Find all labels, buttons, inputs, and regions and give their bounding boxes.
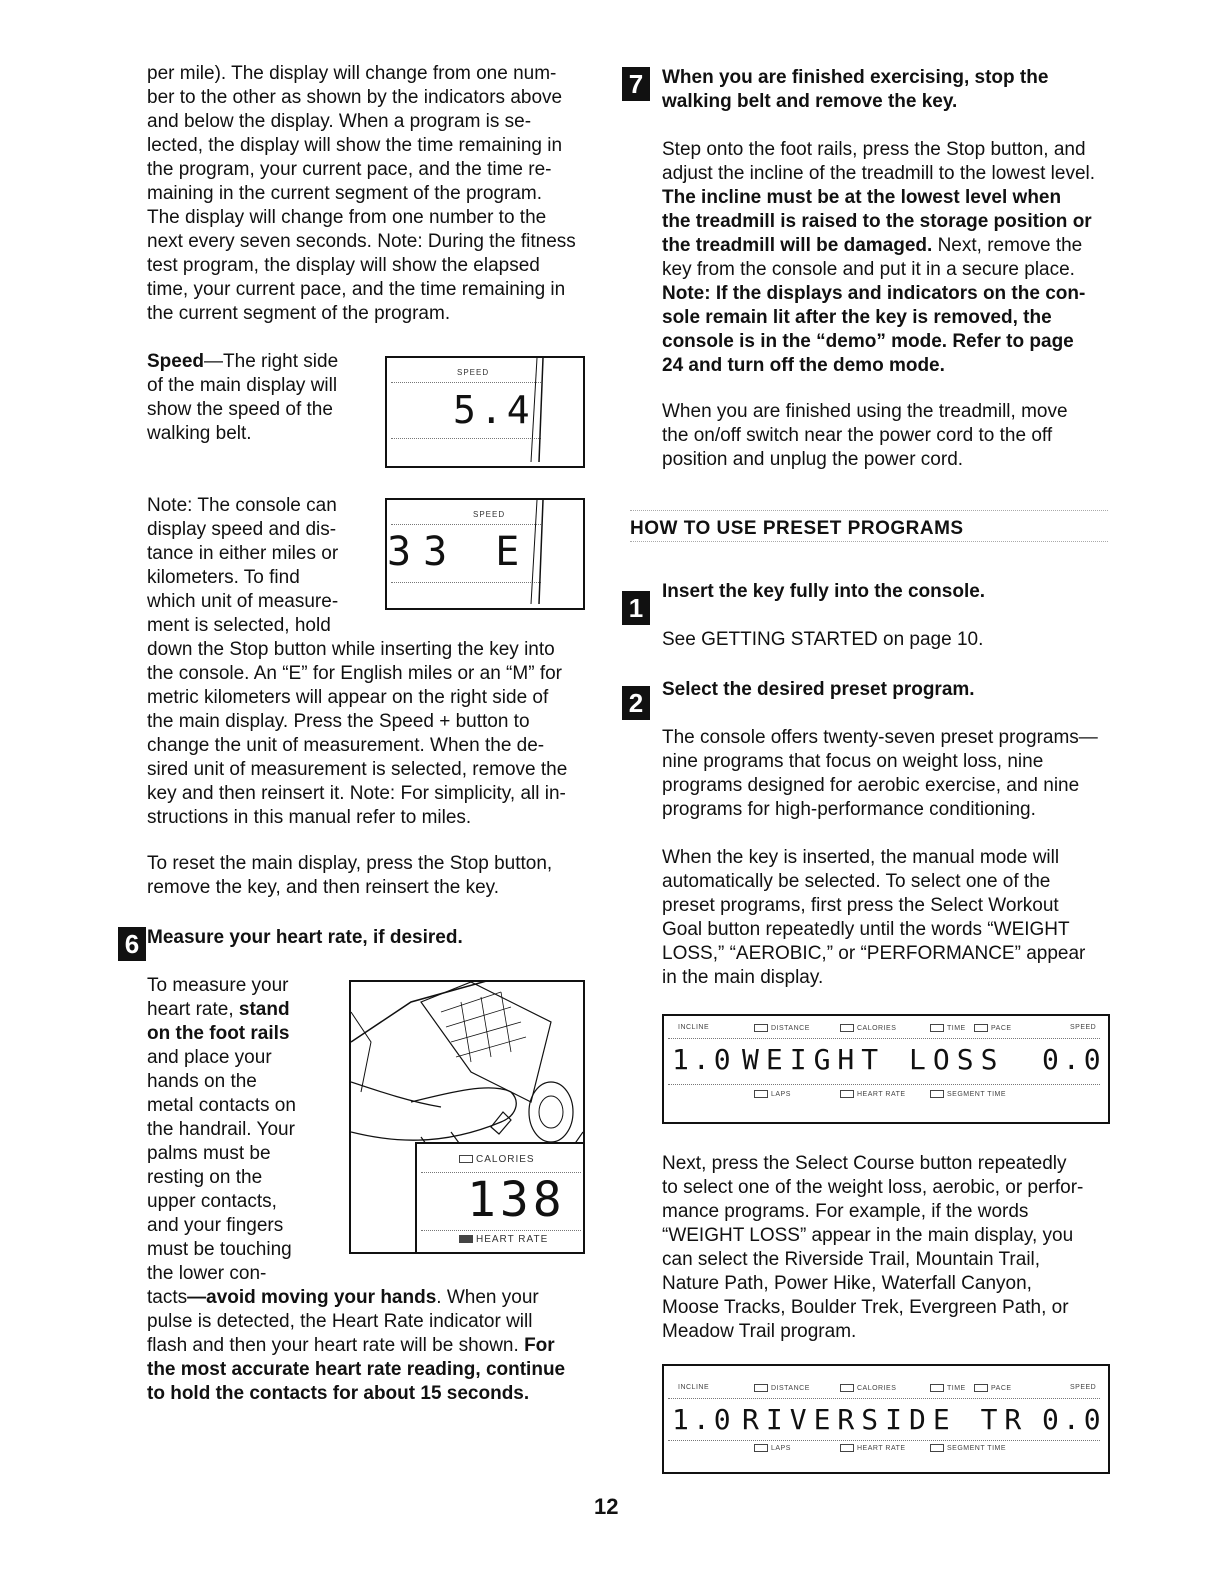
text-line: down the Stop button while inserting the key into <box>147 639 555 660</box>
text-line: When the key is inserted, the manual mode will <box>662 847 1060 868</box>
indicator-icon <box>459 1155 473 1163</box>
step-7-badge: 7 <box>622 67 650 101</box>
page-number: 12 <box>594 1494 619 1519</box>
text-line: metric kilometers will appear on the right side of <box>147 687 549 708</box>
text-line: mance programs. For example, if the words <box>662 1201 1029 1222</box>
calories-label: CALORIES <box>857 1024 897 1032</box>
text-line: palms must be <box>147 1143 271 1164</box>
heart-rate-label: HEART RATE <box>857 1090 906 1098</box>
bezel-lines <box>527 358 581 462</box>
text-line: flash and then your heart rate will be shown. <box>147 1335 525 1356</box>
bold-text: For <box>524 1335 555 1356</box>
calories-label: CALORIES <box>857 1384 897 1392</box>
text-line: test program, the display will show the elapsed <box>147 255 540 276</box>
time-label: TIME <box>947 1024 966 1032</box>
text-line: tacts <box>147 1287 188 1308</box>
text-line: next every seven seconds. Note: During the fitness <box>147 231 576 252</box>
bold-text: the treadmill will be damaged. <box>662 235 933 256</box>
text-line: The display will change from one number to the <box>147 207 547 228</box>
step-1-badge: 1 <box>622 591 650 625</box>
bold-text: the treadmill is raised to the storage position or <box>662 211 1092 232</box>
laps-label: LAPS <box>771 1090 791 1098</box>
top-indicators <box>678 1384 1096 1396</box>
text-line: automatically be selected. To select one of the <box>662 871 1051 892</box>
incline-value: 1.0 <box>672 1043 735 1076</box>
bold-text: Note: If the displays and indicators on the con- <box>662 283 1086 304</box>
step-6-title: Measure your heart rate, if desired. <box>147 927 463 948</box>
text-line: the lower con- <box>147 1263 267 1284</box>
text-line: Next, remove the <box>932 235 1083 256</box>
text-line: Step onto the foot rails, press the Stop button, and <box>662 139 1086 160</box>
text-line: key from the console and put it in a secure place. <box>662 259 1075 280</box>
unit-value: 33 E <box>387 529 532 575</box>
intro-paragraph <box>147 62 576 326</box>
step-7-paragraph <box>662 138 1112 378</box>
incline-label: INCLINE <box>678 1384 710 1391</box>
text-line: time, your current pace, and the time remaining in <box>147 279 566 300</box>
bold-text: the most accurate heart rate reading, continue <box>147 1359 566 1380</box>
segment-time-label: SEGMENT TIME <box>947 1444 1007 1452</box>
heart-rate-value: 138 <box>467 1172 566 1228</box>
text-line: sired unit of measurement is selected, remove the <box>147 759 568 780</box>
bottom-indicators <box>754 1444 1054 1456</box>
speed-value: 0.0 <box>1042 1403 1105 1436</box>
text-line: ber to the other as shown by the indicators above <box>147 87 563 108</box>
pace-label: PACE <box>991 1384 1012 1392</box>
text-line: position and unplug the power cord. <box>662 449 964 470</box>
heart-rate-paragraph <box>147 974 307 1286</box>
speed-value: 5.4 <box>453 388 534 432</box>
bold-text: console is in the “demo” mode. Refer to page <box>662 331 1074 352</box>
bezel-lines <box>527 500 581 604</box>
text-line: the program, your current pace, and the time re- <box>147 159 552 180</box>
text-line: the console. An “E” for English miles or an “M” for <box>147 663 562 684</box>
text-line: Moose Tracks, Boulder Trek, Evergreen Path, or <box>662 1297 1069 1318</box>
laps-label: LAPS <box>771 1444 791 1452</box>
speed-term: Speed <box>147 351 205 372</box>
text-line: —The right side <box>204 351 339 372</box>
segment-time-label: SEGMENT TIME <box>947 1090 1007 1098</box>
text-line: must be touching <box>147 1239 292 1260</box>
text-line: of the main display will <box>147 375 338 396</box>
text-line: the current segment of the program. <box>147 303 451 324</box>
text-line: in the main display. <box>662 967 824 988</box>
text-line: resting on the <box>147 1167 263 1188</box>
text-line: preset programs, first press the Select Workout <box>662 895 1059 916</box>
bold-text: sole remain lit after the key is removed, the <box>662 307 1052 328</box>
section-heading: HOW TO USE PRESET PROGRAMS <box>630 518 964 539</box>
speed-label: SPEED <box>1070 1024 1097 1031</box>
bold-text: to hold the contacts for about 15 seconds. <box>147 1383 530 1404</box>
text-line: Note: The console can <box>147 495 337 516</box>
text-line: The console offers twenty-seven preset programs— <box>662 727 1098 748</box>
heart-rate-illustration <box>349 980 585 1254</box>
bold-text: on the foot rails <box>147 1023 290 1044</box>
text-line: key and then reinsert it. Note: For simplicity, all in- <box>147 783 566 804</box>
text-line: To measure your <box>147 975 289 996</box>
heart-rate-indicator: HEART RATE <box>459 1234 548 1245</box>
bottom-indicators <box>754 1090 1054 1102</box>
text-line: and below the display. When a program is se- <box>147 111 532 132</box>
bold-text: —avoid moving your hands <box>187 1287 437 1308</box>
step-2-paragraph <box>662 726 1112 822</box>
speed-label: SPEED <box>473 510 506 519</box>
text-line: heart rate, <box>147 999 239 1020</box>
speed-label: SPEED <box>1070 1384 1097 1391</box>
step-1-text: See GETTING STARTED on page 10. <box>662 629 984 650</box>
step-6-badge: 6 <box>118 927 146 961</box>
speed-paragraph <box>147 350 367 446</box>
text-line: show the speed of the <box>147 399 333 420</box>
text-line: ment is selected, hold <box>147 615 331 636</box>
text-line: and place your <box>147 1047 272 1068</box>
text-line: . When your <box>436 1287 539 1308</box>
program-name: RIVERSIDE TR <box>742 1403 1029 1436</box>
text-line: Meadow Trail program. <box>662 1321 857 1342</box>
time-label: TIME <box>947 1384 966 1392</box>
text-line: tance in either miles or <box>147 543 339 564</box>
pace-label: PACE <box>991 1024 1012 1032</box>
text-line: maining in the current segment of the program. <box>147 183 542 204</box>
text-line: Next, press the Select Course button repeatedly <box>662 1153 1067 1174</box>
bold-text: 24 and turn off the demo mode. <box>662 355 945 376</box>
text-line: the main display. Press the Speed + button to <box>147 711 530 732</box>
step-7-title: When you are finished exercising, stop the walking belt and remove the key. <box>662 67 1049 112</box>
speed-display <box>385 356 585 468</box>
speed-value: 0.0 <box>1042 1043 1105 1076</box>
text-line: To reset the main display, press the Stop button, <box>147 853 553 874</box>
distance-label: DISTANCE <box>771 1384 810 1392</box>
bold-text: stand <box>238 999 290 1020</box>
text-line: nine programs that focus on weight loss, nine <box>662 751 1044 772</box>
select-goal-paragraph <box>662 846 1112 990</box>
text-line: Goal button repeatedly until the words “WEIGHT <box>662 919 1070 940</box>
text-line: the handrail. Your <box>147 1119 295 1140</box>
text-line: per mile). The display will change from one num- <box>147 63 557 84</box>
distance-label: DISTANCE <box>771 1024 810 1032</box>
text-line: programs for high-performance conditioning. <box>662 799 1036 820</box>
bold-text: The incline must be at the lowest level when <box>662 187 1062 208</box>
indicator-icon <box>459 1235 473 1243</box>
step-2-title: Select the desired preset program. <box>662 679 975 700</box>
incline-label: INCLINE <box>678 1024 710 1031</box>
text-line: can select the Riverside Trail, Mountain Trail, <box>662 1249 1041 1270</box>
calories-indicator: CALORIES <box>459 1154 535 1165</box>
text-line: Nature Path, Power Hike, Waterfall Canyon, <box>662 1273 1032 1294</box>
text-line: change the unit of measurement. When the de- <box>147 735 545 756</box>
text-line: the on/off switch near the power cord to the off <box>662 425 1053 446</box>
text-line: kilometers. To find <box>147 567 300 588</box>
program-name: WEIGHT LOSS <box>742 1043 1005 1076</box>
text-line: which unit of measure- <box>147 591 339 612</box>
finish-paragraph <box>662 400 1112 472</box>
calories-display <box>415 1142 585 1254</box>
select-course-paragraph <box>662 1152 1112 1344</box>
top-indicators <box>678 1024 1096 1036</box>
text-line: remove the key, and then reinsert the key. <box>147 877 500 898</box>
incline-value: 1.0 <box>672 1403 735 1436</box>
text-line: LOSS,” “AEROBIC,” or “PERFORMANCE” appear <box>662 943 1086 964</box>
riverside-display <box>662 1364 1110 1474</box>
reset-paragraph <box>147 852 552 900</box>
text-line: “WEIGHT LOSS” appear in the main display, you <box>662 1225 1074 1246</box>
text-line: When you are finished using the treadmill, move <box>662 401 1068 422</box>
step-1-title: Insert the key fully into the console. <box>662 581 986 602</box>
weight-loss-display <box>662 1014 1110 1124</box>
unit-display <box>385 498 585 610</box>
text-line: display speed and dis- <box>147 519 337 540</box>
heart-rate-continuation <box>147 1286 595 1406</box>
text-line: hands on the <box>147 1071 257 1092</box>
text-line: programs designed for aerobic exercise, and nine <box>662 775 1080 796</box>
speed-label: SPEED <box>457 368 490 377</box>
text-line: lected, the display will show the time remaining in <box>147 135 563 156</box>
text-line: walking belt. <box>147 423 252 444</box>
text-line: and your fingers <box>147 1215 284 1236</box>
text-line: structions in this manual refer to miles. <box>147 807 472 828</box>
text-line: pulse is detected, the Heart Rate indicator will <box>147 1311 533 1332</box>
step-2-badge: 2 <box>622 686 650 720</box>
text-line: upper contacts, <box>147 1191 277 1212</box>
text-line: to select one of the weight loss, aerobic, or perfor- <box>662 1177 1084 1198</box>
text-line: adjust the incline of the treadmill to the lowest level. <box>662 163 1096 184</box>
text-line: metal contacts on <box>147 1095 296 1116</box>
heart-rate-label: HEART RATE <box>857 1444 906 1452</box>
